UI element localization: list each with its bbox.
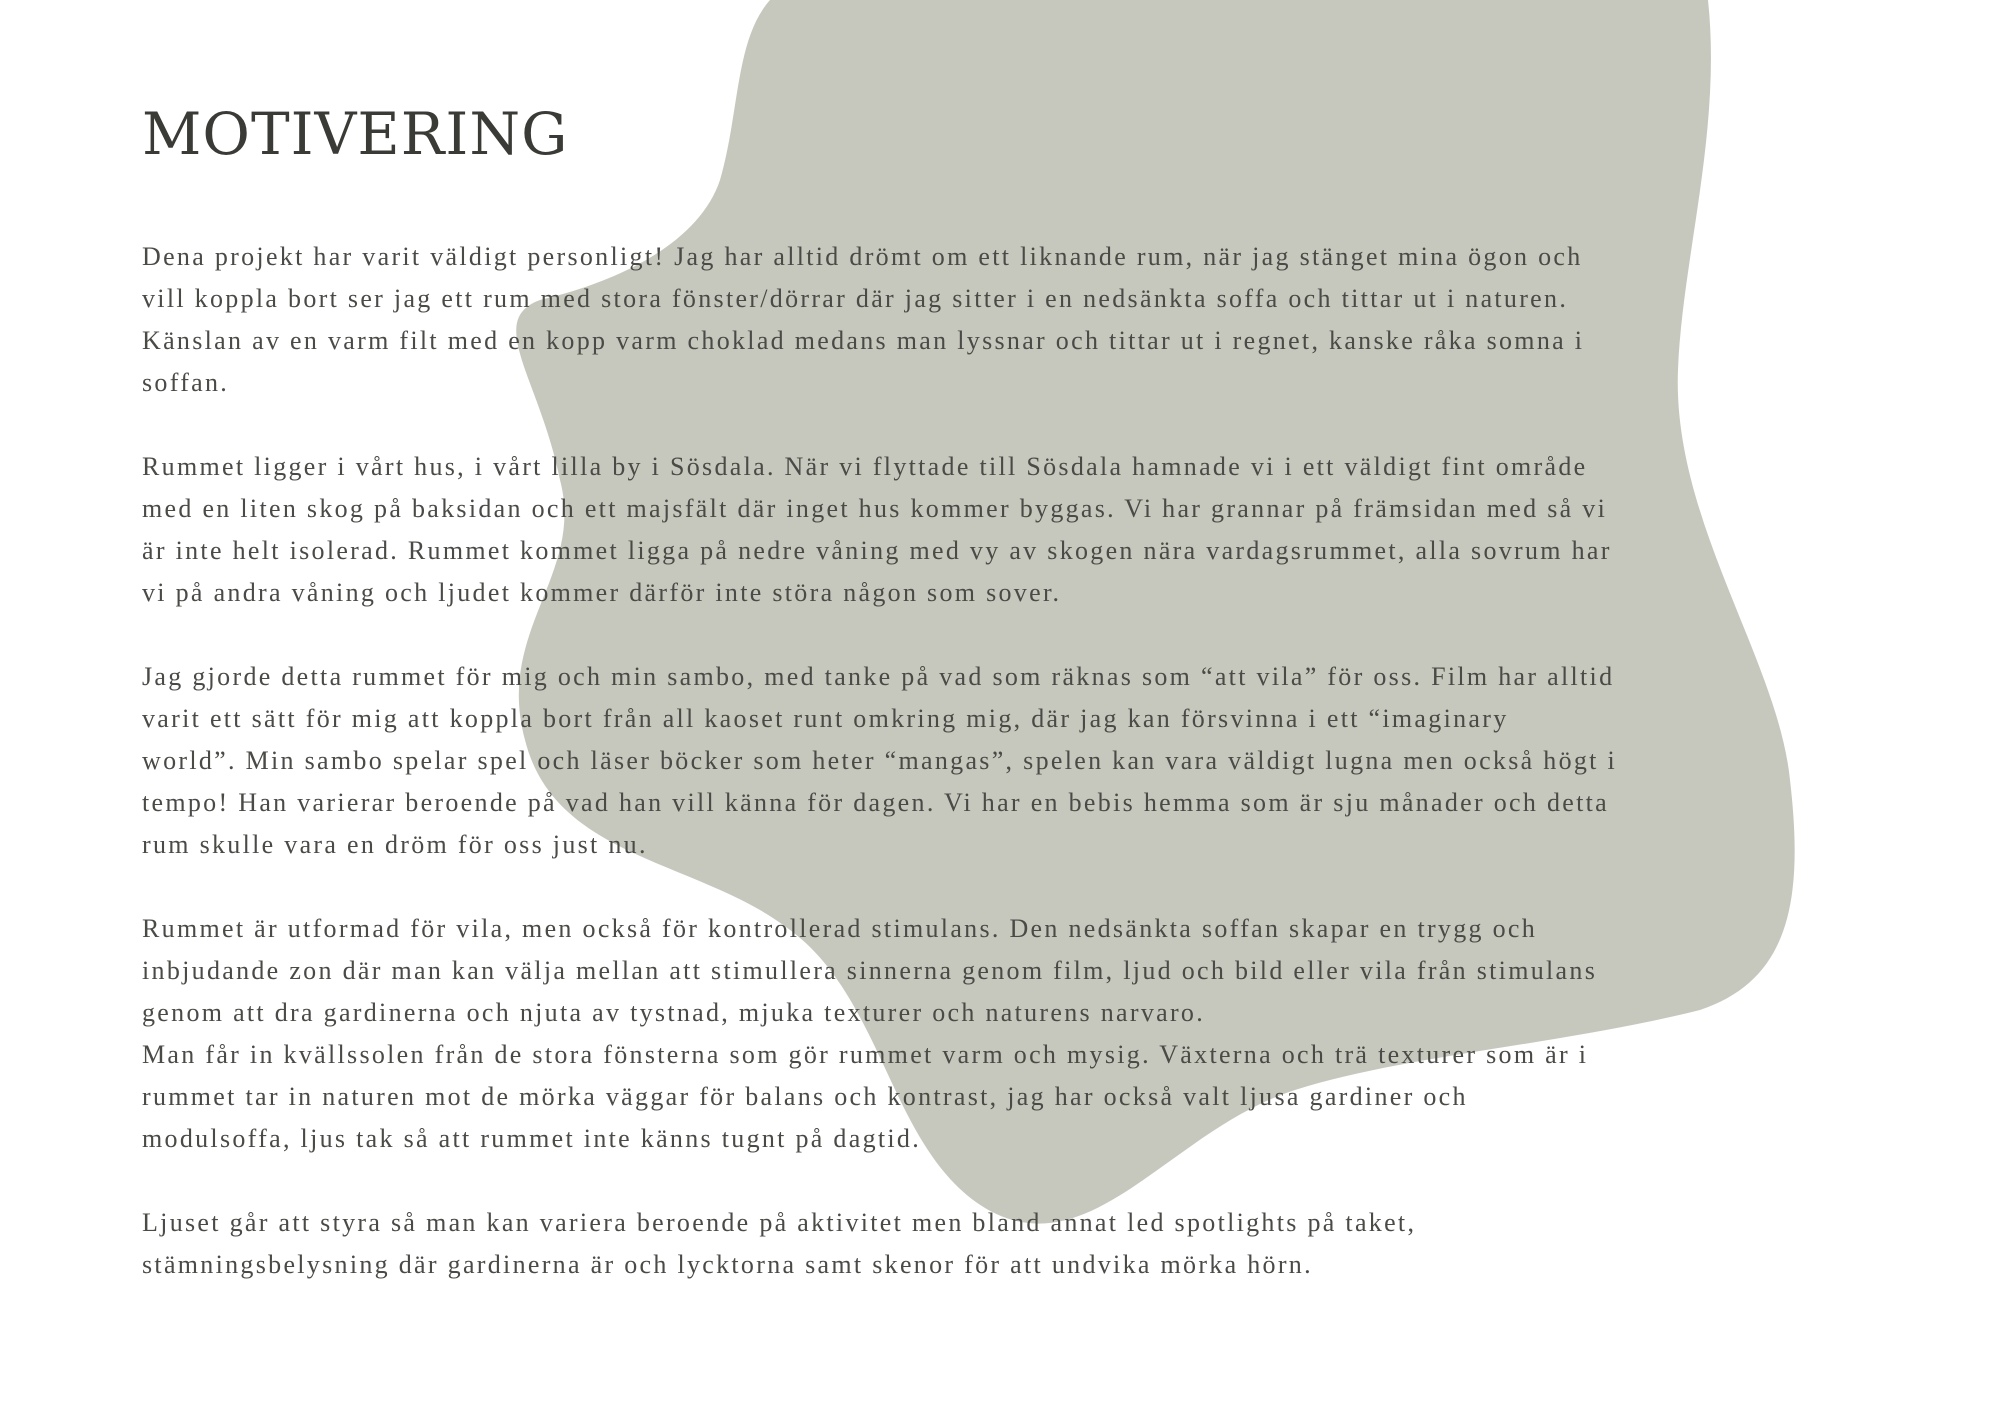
page-title: MOTIVERING xyxy=(142,100,569,168)
paragraph-purpose: Jag gjorde detta rummet för mig och min sambo, med tanke på vad som räknas som “att vila” för oss. Film har alltid varit ett sätt för mig att koppla bort från all kaoset runt omkring mig, där jag kan försvinna i ett “imaginary world”. Min sambo spelar spel och läser böcker som heter “mangas”, spelen kan vara väldigt lugna men också högt i tempo! Han varierar beroende på vad han vill känna för dagen. Vi har en bebis hemma som är sju månader och detta rum skulle vara en dröm för oss just nu. xyxy=(142,662,1618,859)
paragraph-design: Rummet är utformad för vila, men också för kontrollerad stimulans. Den nedsänkta soffan skapar en trygg och inbjudande zon där man kan välja mellan att stimullera sinnerna genom film, ljud och bild eller vila från stimulans genom att dra gardinerna och njuta av tystnad, mjuka texturer och naturens narvaro. Man får in kvällssolen från de stora fönsterna som gör rummet varm och mysig. Växterna och trä texturer som är i rummet tar in naturen mot de mörka väggar för balans och kontrast, jag har också valt ljusa gardiner och modulsoffa, ljus tak så att rummet inte känns tugnt på dagtid. xyxy=(142,914,1598,1153)
paragraph-intro: Dena projekt har varit väldigt personligt! Jag har alltid drömt om ett liknande rum, när jag stänget mina ögon och vill koppla bort ser jag ett rum med stora fönster/dörrar där jag sitter i en nedsänkta soffa och tittar ut i naturen. Känslan av en varm filt med en kopp varm choklad medans man lyssnar och tittar ut i regnet, kanske råka somna i soffan. xyxy=(142,242,1585,397)
paragraph-lighting: Ljuset går att styra så man kan variera beroende på aktivitet men bland annat led spotlights på taket, stämningsbelysning där gardinerna är och lycktorna samt skenor för att undvika mörka hörn. xyxy=(142,1208,1417,1279)
body-text xyxy=(142,236,1882,1328)
paragraph-location: Rummet ligger i vårt hus, i vårt lilla by i Sösdala. När vi flyttade till Sösdala hamnade vi i ett väldigt fint område med en liten skog på baksidan och ett majsfält där inget hus kommer byggas. Vi har grannar på främsidan med så vi är inte helt isolerad. Rummet kommet ligga på nedre våning med vy av skogen nära vardagsrummet, alla sovrum har vi på andra våning och ljudet kommer därför inte störa någon som sover. xyxy=(142,452,1612,607)
